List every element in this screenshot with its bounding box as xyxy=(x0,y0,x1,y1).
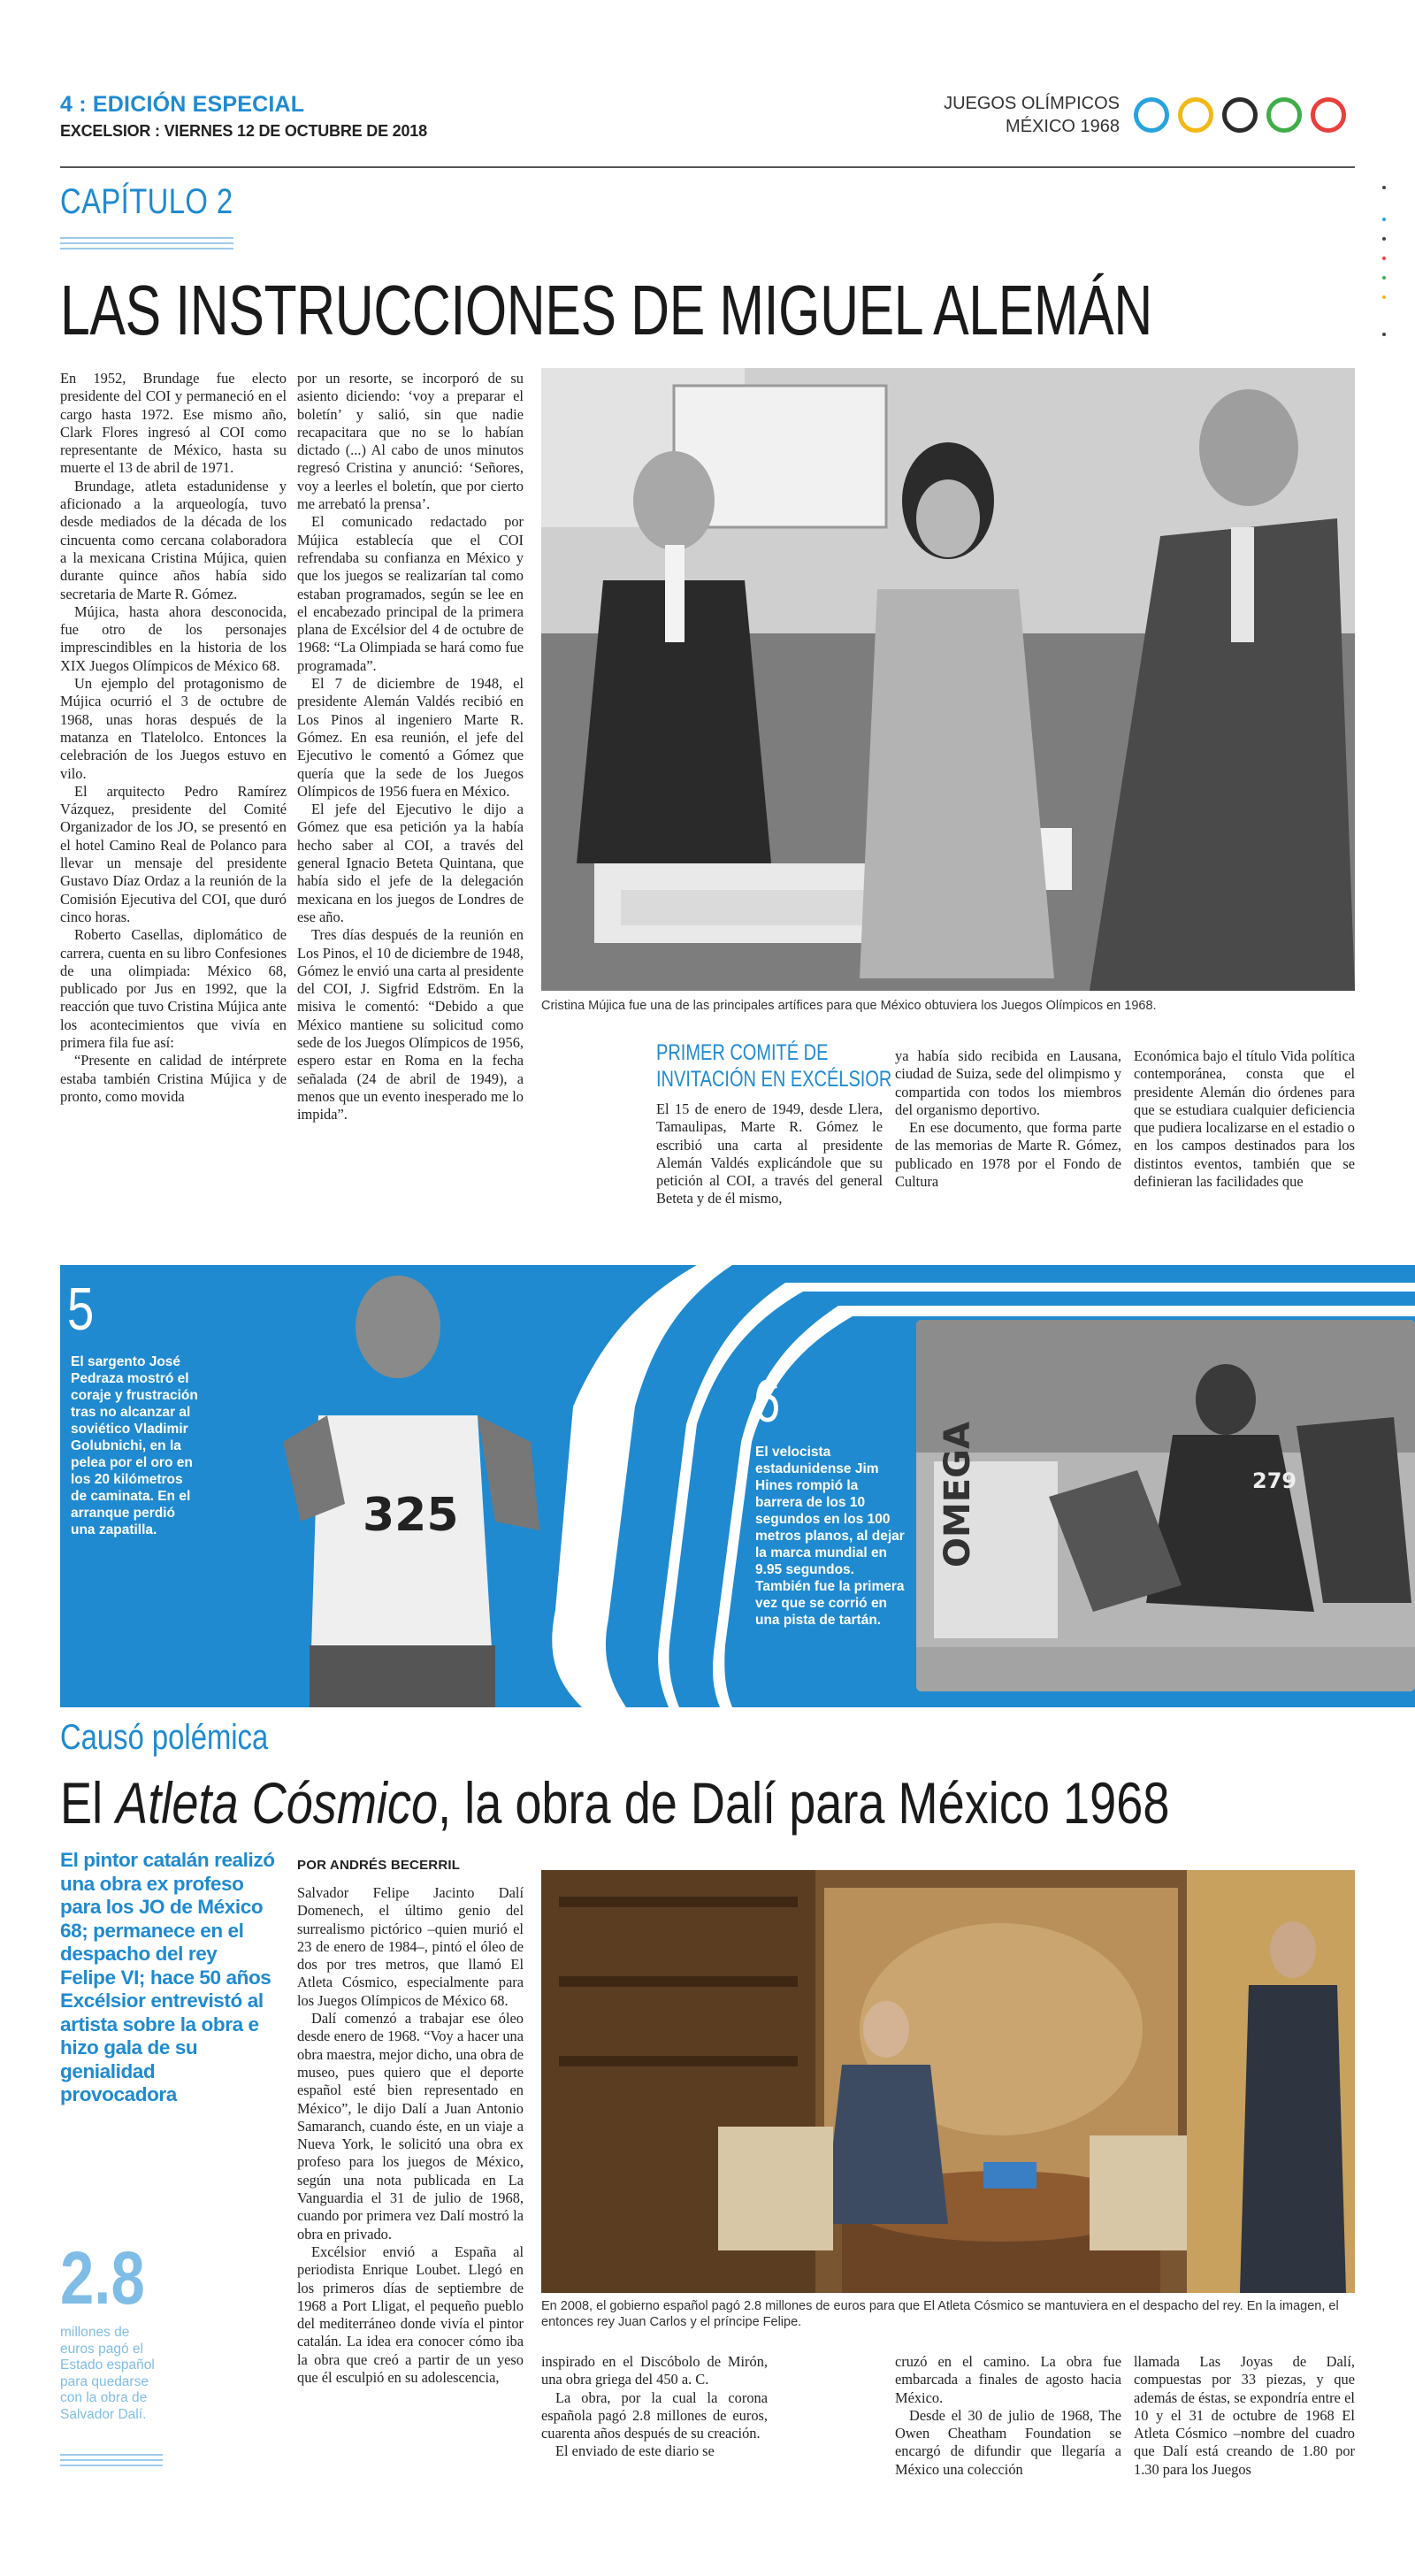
brand-line-2: MÉXICO 1968 xyxy=(1006,117,1120,136)
ad-letters: OMEGA xyxy=(937,1422,978,1568)
photo-illustration xyxy=(541,1870,1355,2293)
photo-jose-pedraza xyxy=(265,1265,548,1707)
photo-illustration xyxy=(265,1265,548,1707)
article2-deck: El pintor catalán realizó una obra ex profeso para los JO de México 68; permanece en el despacho del rey Felipe VI; hace 50 años Excélsior entrevistó al artista sobre la obra e hizo gala de su genialidad provocadora xyxy=(60,1849,275,2105)
article-column: Económica bajo el título Vida política contemporánea, consta que el presidente Alemán dio órdenes para que se estudiara cualquier deficiencia que pudiera localizarse en el estadio o en los campos destinados para los distintos eventos, también que se definieran las facilidades que xyxy=(1134,1047,1355,1191)
ring-icon xyxy=(1266,97,1302,133)
article-column: llamada Las Joyas de Dalí, compuestas por 33 piezas, y que además de éstas, se expondría entre el 10 y el 31 de octubre de 1968 El Atleta Cósmico –nombre del cuadro que Dalí está creando de 1.80 por 1.30 para los Juegos xyxy=(1134,2353,1355,2478)
photo-illustration xyxy=(916,1320,1415,1691)
headline: LAS INSTRUCCIONES DE MIGUEL ALEMÁN xyxy=(60,271,1152,349)
ring-icon xyxy=(1178,97,1213,133)
article-column: ya había sido recibida en Lausana, ciudad de Suiza, sede del olimpismo y compartida con todos los miembros del organismo deportivo. En ese documento, que forma parte de las memorias de Marte R. Gómez, publicado en 1978 por el Fondo de Cultura xyxy=(895,1047,1121,1191)
header-rule xyxy=(60,166,1355,168)
photo-cristina-mujica xyxy=(541,368,1355,991)
photo-royal-office xyxy=(541,1870,1355,2293)
photo-jim-hines xyxy=(916,1320,1415,1691)
article-column: cruzó en el camino. La obra fue embarcada a finales de agosto hacia México. Desde el 30 de julio de 1968, The Owen Cheatham Foundation se encargó de difundir que llegaría a México una colección xyxy=(895,2353,1121,2478)
stat-text: millones de euros pagó el Estado español para quedarse con la obra de Salvador Dalí. xyxy=(60,2325,155,2422)
brand-line-1: JUEGOS OLÍMPICOS xyxy=(944,94,1120,113)
article-column: El 15 de enero de 1949, desde Llera, Tamaulipas, Marte R. Gómez le escribió una carta al presidente Alemán Valdés explicándole que su petición al COI, a través del general Beteta y de él mismo, xyxy=(656,1100,883,1208)
olympic-rings-logo xyxy=(1134,97,1355,142)
photo-caption: En 2008, el gobierno español pagó 2.8 millones de euros para que El Atleta Cósmico se mantuviera en el despacho del rey. En la imagen, el entonces rey Juan Carlos y el príncipe Felipe. xyxy=(541,2299,1339,2329)
ring-icon xyxy=(1134,97,1169,133)
photo-illustration xyxy=(541,368,1355,991)
moment-5-text: El sargento José Pedraza mostró el coraje y frustración tras no alcanzar al soviético Vladimir Golubnichi, en la pelea por el oro en los 20 kilómetros de caminata. En el arranque perdió una zapatilla. xyxy=(71,1354,198,1537)
bib-number: 325 xyxy=(363,1489,459,1542)
bib-number-2: 279 xyxy=(1252,1468,1297,1493)
article-column: por un resorte, se incorporó de su asiento diciendo: ‘voy a preparar el boletín’ y salió, sin que nadie recapacitara que no se lo habían dictado (...) Al cabo de unos minutos regresó Cristina y anunció: ‘Señores, voy a leerles el boletín, que por cierto me arrebató la prensa’. El comunicado redactado por Mújica establecía que el COI refrendaba su confianza en México y que los juegos se realizarían tal como estaban programados, según se lee en el encabezado principal de la primera plana de Excélsior del 4 de octubre de 1968: “La Olimpiada se hará como fue programada”. El 7 de diciembre de 1948, el presidente Alemán Valdés recibió en Los Pinos al ingeniero Marte R. Gómez. En esa reunión, el jefe del Ejecutivo le comentó a Gómez que quería que la sede de los Juegos Olímpicos de 1956 fuera en México. El jefe del Ejecutivo le dijo a Gómez que esa petición ya la había hecho saber al COI, a través del general Ignacio Beteta Quintana, que había sido el jefe de la delegación mexicana en los juegos de Londres de ese año. Tres días después de la reunión en Los Pinos, el 10 de diciembre de 1948, Gómez le envió una carta al presidente del COI, J. Sigfrid Edström. En la misiva le comentó: “Debido a que México mantiene su solicitud como sede de los Juegos Olímpicos de 1956, espero estar en Roma en la fecha señalada (24 de abril de 1949), a menos que un evento inesperado me lo impida”. xyxy=(297,370,524,1123)
article-column: Salvador Felipe Jacinto Dalí Domenech, el último genio del surrealismo pictórico –quien murió el 23 de enero de 1984–, pintó el óleo de dos por tres metros, que llamó El Atleta Cósmico, especialmente para los Juegos Olímpicos de México 68. Dalí comenzó a trabajar ese óleo desde enero de 1968. “Voy a hacer una obra maestra, mejor dicho, una obra de museo, pues quiero que el deporte español esté bien representado en México”, le dijo Dalí a Juan Antonio Samaranch, cuando éste, en un viaje a Nueva York, le solicitó una obra ex profeso para los juegos de México, según una nota publicada en La Vanguardia el 31 de julio de 1968, cuando por primera vez Dalí mostró la obra en privado. Excélsior envió a España al periodista Enrique Loubet. Llegó en los primeros días de septiembre de 1968 a Port Lligat, el pequeño pueblo del mediterráneo donde vivía el pintor catalán. La idea era conocer cómo iba la obra que creó a partir de un yeso que él esculpió en su adolescencia, xyxy=(297,1884,524,2387)
ring-icon xyxy=(1311,97,1346,133)
subhead-line-1: PRIMER COMITÉ DE xyxy=(656,1040,829,1065)
dateline: EXCELSIOR : VIERNES 12 DE OCTUBRE DE 2018 xyxy=(60,122,427,140)
subhead-line-2: INVITACIÓN EN EXCÉLSIOR xyxy=(656,1067,892,1092)
article2-kicker: Causó polémica xyxy=(60,1718,269,1757)
article2-title: El Atleta Cósmico, la obra de Dalí para México 1968 xyxy=(60,1770,1170,1836)
photo-caption: Cristina Mújica fue una de las principales artífices para que México obtuviera los Juegos Olímpicos en 1968. xyxy=(541,999,1157,1013)
moment-6-number: 6 xyxy=(753,1368,781,1435)
margin-color-dots xyxy=(1382,186,1388,345)
section-label: 4 : EDICIÓN ESPECIAL xyxy=(60,92,305,117)
byline: POR ANDRÉS BECERRIL xyxy=(297,1858,461,1873)
article-column: En 1952, Brundage fue electo presidente del COI y permaneció en el cargo hasta 1972. Ese mismo año, Clark Flores ingresó al COI como representante de México, hasta su muerte el 13 de abril de 1971. Brundage, atleta estadunidense y aficionado a la arqueología, tuvo desde mediados de la década de los cincuenta como cercana colaboradora a la mexicana Cristina Mújica, quien durante quince años había sido secretaria de Marte R. Gómez. Mújica, hasta ahora desconocida, fue otro de los personajes imprescindibles en la historia de los XIX Juegos Olímpicos de México 68. Un ejemplo del protagonismo de Mújica ocurrió el 3 de octubre de 1968, unas horas después de la matanza en Tlatelolco. Entonces la celebración de los Juegos estuvo en vilo. El arquitecto Pedro Ramírez Vázquez, presidente del Comité Organizador de los JO, se presentó en el hotel Camino Real de Polanco para llevar un mensaje del presidente Gustavo Díaz Ordaz a la reunión de la Comisión Ejecutiva del COI, que duró cinco horas. Roberto Casellas, diplomático de carrera, cuenta en su libro Confesiones de una olimpiada: México 68, publicado por Jus en 1992, que la reacción que tuvo Cristina Mújica ante los acontecimientos que vivía en primera fila fue así: “Presente en calidad de intérprete estaba también Cristina Mújica y de pronto, como movida xyxy=(60,370,287,1105)
chapter-kicker: CAPÍTULO 2 xyxy=(60,182,233,221)
ring-icon xyxy=(1222,97,1258,133)
article-column: inspirado en el Discóbolo de Mirón, una obra griega del 450 a. C. La obra, por la cual la corona española pagó 2.8 millones de euros, cuarenta años después de su creación. El enviado de este diario se xyxy=(541,2353,768,2460)
stat-value: 2.8 xyxy=(60,2236,145,2319)
moment-6-text: El velocista estadunidense Jim Hines rompió la barrera de los 10 segundos en los 100 metros planos, al dejar la marca mundial en 9.95 segundos. También fue la primera vez que se corrió en una pista de tartán. xyxy=(755,1445,905,1628)
olympic-moments-band xyxy=(60,1265,1415,1707)
moment-5-number: 5 xyxy=(67,1276,95,1343)
